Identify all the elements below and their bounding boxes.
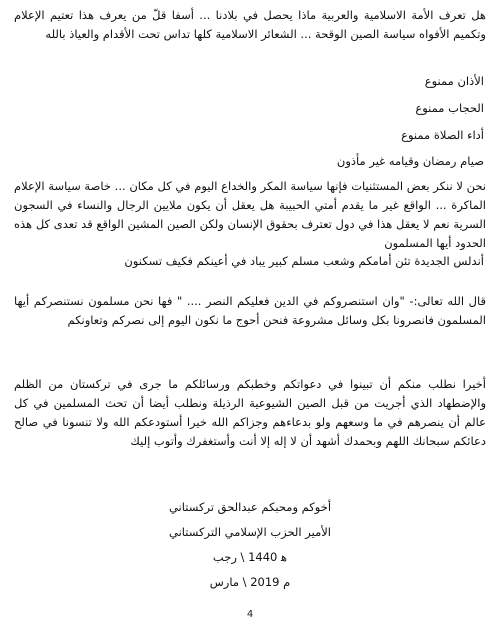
ban-item-adhan: الأذان ممنوع [424,74,484,88]
signature-position: الأمير الحزب الإسلامي التركستاني [169,525,331,539]
ban-item-prayer: أداء الصلاة ممنوع [401,128,484,142]
quran-paragraph: قال الله تعالى:- "وان استنصروكم في الدين فعليكم النصر .... " فها نحن مسلمون نستنصركم أيها المسلمون فانصرونا بكل وسائل مشروعة فنحن أحوج ما نكون اليوم إلى نصركم وتعاونكم [14,294,486,327]
closing-paragraph: أخيرا نطلب منكم أن تبينوا في دعواتكم وخطبكم ورسائلكم ما جرى في تركستان من الظلم والإضطهاد الذي أجريت من قبل الصين الشيوعية الرذيلة ونطلب أيضا أن تحث المسلمين في كل عالم أن ينصرهم في ما وسعهم ولو بدعاءهم وجزاكم الله خيرا أستودعكم الله ولا تنسونا في صالح دعائكم سبحانك اللهم وبحمدك أشهد أن لا إله إلا أنت وأستغفرك وأتوب إليك [14,377,486,448]
ban-item-hijab: الحجاب ممنوع [415,101,484,115]
ban-item-fasting: صيام رمضان وقيامه غير مأذون [336,154,484,168]
page-number: 4 [246,609,254,620]
signature-date-gregorian: م 2019 \ مارس [209,575,291,589]
intro-paragraph: هل تعرف الأمة الاسلامية والعربية ماذا يحصل في بلادنا ... أسفا قلّ من يعرف هذا تعتيم الإعلام وتكميم الأفواه سياسة الصين الوقحة ... الشعائر الاسلامية كلها تداس تحت الأقدام والعياذ بالله [14,8,486,41]
signature-date-hijri: ﻫ 1440 \ رجب [212,550,288,564]
andalus-line: أندلس الجديدة تئن أمامكم وشعب مسلم كبير يباد في أعينكم فكيف تسكنون [124,254,484,268]
policy-paragraph: نحن لا ننكر بعض المستثنيات فإنها سياسة المكر والخداع اليوم في كل مكان ... خاصة سياسة الإعلام الماكرة ... الواقع غير ما يقدم أمتي الحبيبة هل يعقل أن يكون ملايين الرجال والنساء في السجون السرية نعم لا يعقل هذا في دول تعترف بحقوق الإنسان ولكن الصين المشين الواقع قد تعدى كل هذه الحدود أيها المسلمون [14,179,486,250]
signature-sender: أخوكم ومحبكم عبدالحق تركستاني [168,500,332,514]
